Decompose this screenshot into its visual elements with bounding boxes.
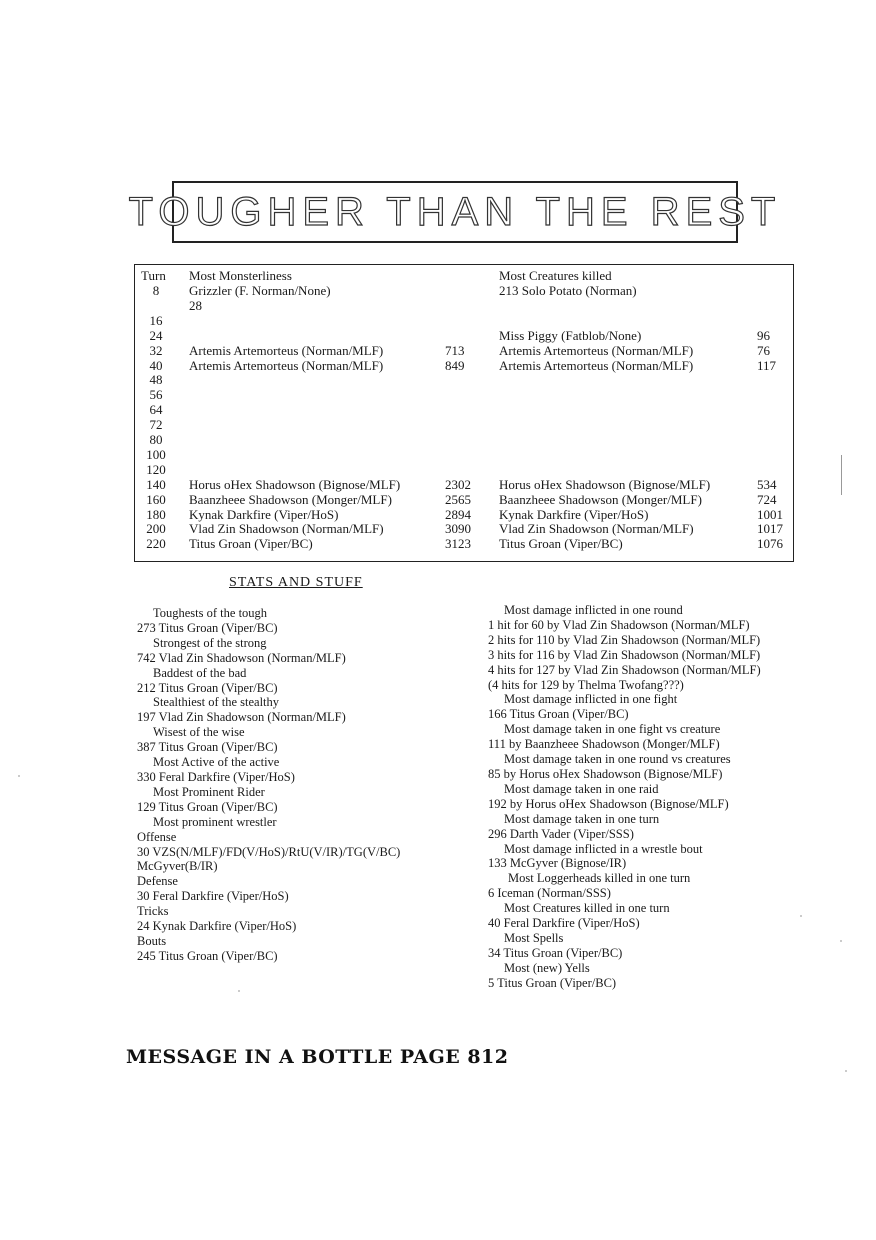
scan-speck (840, 940, 842, 942)
scan-speck (800, 915, 802, 917)
scan-speck (845, 1070, 847, 1072)
creatures-name-cell: Vlad Zin Shadowson (Norman/MLF) (499, 521, 694, 537)
stat-record: 6 Iceman (Norman/SSS) (488, 886, 611, 901)
creatures-value-cell: 724 (757, 491, 777, 507)
creatures-name-cell: Horus oHex Shadowson (Bignose/MLF) (499, 476, 711, 492)
turn-cell: 48 (149, 372, 163, 388)
stat-record: 85 by Horus oHex Shadowson (Bignose/MLF) (488, 766, 723, 781)
creatures-value-cell: 1076 (757, 536, 783, 552)
table-row (135, 402, 793, 417)
turn-cell: 64 (149, 402, 163, 418)
stat-category-label: Most Spells (504, 930, 564, 945)
table-row (135, 358, 793, 373)
stat-category-label: Most Active of the active (153, 755, 280, 770)
table-row (135, 313, 793, 328)
stat-record: 330 Feral Darkfire (Viper/HoS) (137, 769, 295, 784)
results-table (134, 264, 794, 562)
creatures-name-cell: Kynak Darkfire (Viper/HoS) (499, 506, 649, 522)
table-row (135, 343, 793, 358)
stat-record: 2 hits for 110 by Vlad Zin Shadowson (Norman/MLF) (488, 632, 761, 647)
creatures-value-cell: 96 (757, 327, 770, 343)
stat-record: 166 Titus Groan (Viper/BC) (488, 707, 629, 722)
turn-cell: 100 (146, 446, 166, 462)
monster-name-cell: Horus oHex Shadowson (Bignose/MLF) (189, 476, 401, 492)
stat-record: 197 Vlad Zin Shadowson (Norman/MLF) (137, 710, 346, 725)
creatures-value-cell: 117 (757, 357, 777, 373)
stat-record: 111 by Baanzheee Shadowson (Monger/MLF) (488, 737, 720, 752)
monster-value-cell: 3090 (445, 521, 471, 537)
stat-record: 4 hits for 127 by Vlad Zin Shadowson (Norman/MLF) (488, 662, 761, 677)
turn-column-header: Turn (141, 268, 166, 283)
monster-name-cell: 28 (189, 297, 202, 313)
table-row (135, 432, 793, 447)
creatures-name-cell: Miss Piggy (Fatblob/None) (499, 327, 642, 343)
creatures-name-cell: Artemis Artemorteus (Norman/MLF) (499, 342, 694, 358)
turn-cell: 56 (149, 387, 163, 403)
creatures-value-cell: 76 (757, 342, 770, 358)
stat-record: 296 Darth Vader (Viper/SSS) (488, 826, 634, 841)
stat-category-label: Most damage taken in one turn (504, 811, 660, 826)
stat-record: 30 VZS(N/MLF)/FD(V/HoS)/RtU(V/IR)/TG(V/BC) (137, 844, 401, 859)
stat-record: 387 Titus Groan (Viper/BC) (137, 740, 278, 755)
turn-cell: 40 (149, 357, 163, 373)
stat-category-label: Most prominent wrestler (153, 814, 277, 829)
monster-value-cell: 2894 (445, 506, 471, 522)
monster-name-cell: Baanzheee Shadowson (Monger/MLF) (189, 491, 392, 507)
monster-name-cell: Artemis Artemorteus (Norman/MLF) (189, 342, 384, 358)
scan-speck (238, 990, 240, 992)
stat-record: 273 Titus Groan (Viper/BC) (137, 620, 278, 635)
stat-category-label: Baddest of the bad (153, 665, 247, 680)
stat-record: 192 by Horus oHex Shadowson (Bignose/MLF) (488, 796, 729, 811)
stats-right-column (488, 603, 761, 991)
creatures-value-cell: 1017 (757, 521, 783, 537)
page-title: TOUGHER THAN THE REST (128, 189, 782, 234)
footer-page-label: MESSAGE IN A BOTTLE PAGE 812 (126, 1046, 509, 1068)
stat-category-label: Most (new) Yells (504, 960, 590, 975)
stat-category-label: Stealthiest of the stealthy (153, 695, 280, 710)
monster-name-cell: Vlad Zin Shadowson (Norman/MLF) (189, 521, 384, 537)
table-row (135, 387, 793, 402)
creatures-name-cell: Titus Groan (Viper/BC) (499, 536, 623, 552)
table-row (135, 447, 793, 462)
table-row (135, 298, 793, 313)
stat-record: 742 Vlad Zin Shadowson (Norman/MLF) (137, 650, 346, 665)
stat-category-label: Most damage inflicted in one round (504, 603, 683, 617)
creatures-name-cell: 213 Solo Potato (Norman) (499, 283, 637, 298)
stat-record: 40 Feral Darkfire (Viper/HoS) (488, 916, 640, 931)
monster-value-cell: 2302 (445, 476, 471, 492)
stat-category-label: Toughests of the tough (153, 606, 268, 620)
stat-record: 5 Titus Groan (Viper/BC) (488, 975, 617, 990)
creatures-name-cell: Artemis Artemorteus (Norman/MLF) (499, 357, 694, 373)
stat-category-label: Most damage taken in one round vs creatures (504, 752, 731, 767)
stat-record: 24 Kynak Darkfire (Viper/HoS) (137, 919, 297, 934)
stat-record: 212 Titus Groan (Viper/BC) (137, 680, 278, 695)
turn-cell: 120 (146, 461, 166, 477)
table-row (135, 372, 793, 387)
stat-record: 30 Feral Darkfire (Viper/HoS) (137, 889, 289, 904)
table-row (135, 328, 793, 343)
table-row (135, 417, 793, 432)
stat-category-label: Wisest of the wise (153, 725, 245, 740)
turn-cell: 24 (149, 327, 163, 343)
stat-category-label: Most damage inflicted in one fight (504, 692, 678, 707)
stat-category-label: Most damage taken in one fight vs creature (504, 722, 721, 737)
scan-edge-mark (841, 455, 842, 495)
turn-cell: 32 (149, 342, 163, 358)
creatures-value-cell: 534 (757, 476, 777, 492)
stat-record: 245 Titus Groan (Viper/BC) (137, 948, 278, 963)
stat-record: Tricks (137, 904, 169, 919)
title-banner (128, 181, 782, 243)
monster-value-cell: 849 (445, 357, 465, 373)
turn-cell: 140 (146, 476, 166, 492)
monster-value-cell: 3123 (445, 536, 471, 552)
stat-record: Defense (137, 874, 178, 889)
monster-value-cell: 713 (445, 342, 465, 358)
stat-record: McGyver(B/IR) (137, 859, 218, 874)
scan-speck (18, 775, 20, 777)
stat-category-label: Most damage taken in one raid (504, 781, 659, 796)
table-row (135, 283, 793, 298)
stat-record: (4 hits for 129 by Thelma Twofang???) (488, 677, 684, 692)
stat-category-label: Most Prominent Rider (153, 784, 265, 799)
monster-name-cell: Titus Groan (Viper/BC) (189, 536, 313, 552)
turn-cell: 8 (152, 283, 160, 298)
turn-cell: 200 (146, 521, 166, 537)
table-row (135, 521, 793, 536)
monster-value-cell: 2565 (445, 491, 471, 507)
stat-category-label: Most Loggerheads killed in one turn (508, 871, 691, 886)
table-row (135, 492, 793, 507)
stat-record: Bouts (137, 933, 167, 948)
stat-record: 34 Titus Groan (Viper/BC) (488, 945, 623, 960)
stat-record: 1 hit for 60 by Vlad Zin Shadowson (Norman/MLF) (488, 617, 750, 632)
stat-category-label: Most damage inflicted in a wrestle bout (504, 841, 703, 856)
turn-cell: 16 (149, 312, 163, 328)
monster-column-header: Most Monsterliness (189, 268, 292, 283)
table-row (135, 477, 793, 492)
stat-category-label: Strongest of the strong (153, 635, 267, 650)
monster-name-cell: Grizzler (F. Norman/None) (189, 283, 331, 298)
creatures-value-cell: 1001 (757, 506, 783, 522)
monster-name-cell: Kynak Darkfire (Viper/HoS) (189, 506, 339, 522)
turn-cell: 160 (146, 491, 166, 507)
stat-record: 133 McGyver (Bignose/IR) (488, 856, 627, 871)
turn-cell: 80 (149, 432, 163, 447)
stats-heading: STATS AND STUFF (229, 575, 363, 590)
creatures-column-header: Most Creatures killed (499, 268, 612, 283)
stat-category-label: Most Creatures killed in one turn (504, 901, 670, 916)
turn-cell: 220 (146, 536, 166, 552)
table-row (135, 536, 793, 551)
table-row (135, 462, 793, 477)
stats-left-column (137, 606, 400, 964)
stat-record: Offense (137, 829, 177, 844)
creatures-name-cell: Baanzheee Shadowson (Monger/MLF) (499, 491, 702, 507)
turn-cell: 180 (146, 506, 166, 522)
stat-record: 3 hits for 116 by Vlad Zin Shadowson (Norman/MLF) (488, 647, 761, 662)
stat-record: 129 Titus Groan (Viper/BC) (137, 799, 278, 814)
monster-name-cell: Artemis Artemorteus (Norman/MLF) (189, 357, 384, 373)
table-row (135, 507, 793, 522)
turn-cell: 72 (149, 417, 163, 433)
